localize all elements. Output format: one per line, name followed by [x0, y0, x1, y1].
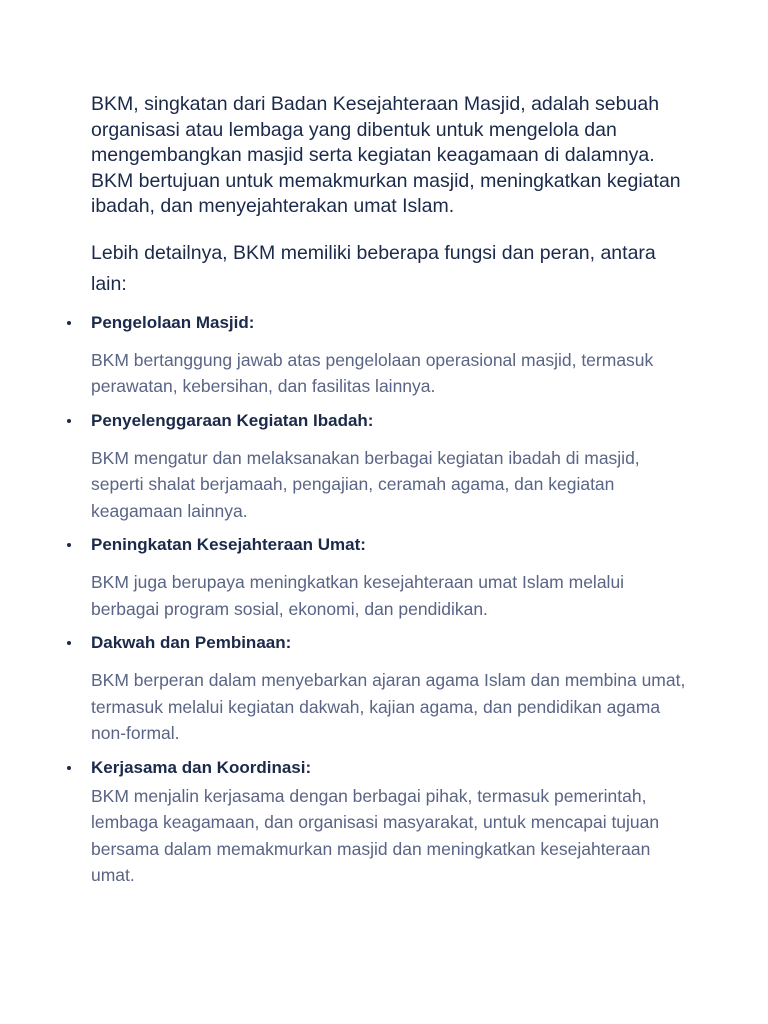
- item-title: Peningkatan Kesejahteraan Umat:: [91, 535, 366, 554]
- item-description: BKM mengatur dan melaksanakan berbagai kegiatan ibadah di masjid, seperti shalat berjamaah, pengajian, ceramah agama, dan kegiatan keagamaan lainnya.: [91, 447, 640, 521]
- function-list: [91, 312, 691, 889]
- bullet-icon: [67, 766, 71, 770]
- list-item: [91, 632, 691, 747]
- item-title: Dakwah dan Pembinaan:: [91, 633, 292, 652]
- item-title: Pengelolaan Masjid:: [91, 312, 255, 332]
- bullet-icon: [67, 543, 71, 547]
- bullet-icon: [67, 419, 71, 423]
- item-description: BKM berperan dalam menyebarkan ajaran agama Islam dan membina umat, termasuk melalui kegiatan dakwah, kajian agama, dan pendidikan agama non-formal.: [91, 670, 686, 743]
- item-description: BKM bertanggung jawab atas pengelolaan operasional masjid, termasuk perawatan, kebersihan, dan fasilitas lainnya.: [91, 349, 654, 396]
- item-title: Penyelenggaraan Kegiatan Ibadah:: [91, 410, 374, 430]
- item-title: Kerjasama dan Koordinasi:: [91, 757, 312, 777]
- list-item: [91, 312, 691, 400]
- list-item: [91, 757, 691, 889]
- lead-paragraph: Lebih detailnya, BKM memiliki beberapa fungsi dan peran, antara lain:: [91, 241, 656, 295]
- list-item: [91, 534, 691, 622]
- bullet-icon: [67, 641, 71, 645]
- document-page: [91, 92, 691, 889]
- list-item: [91, 410, 691, 525]
- item-description: BKM menjalin kerjasama dengan berbagai pihak, termasuk pemerintah, lembaga keagamaan, dan organisasi masyarakat, untuk mencapai tujuan bersama dalam memakmurkan masjid dan meningkatkan kesejahteraan umat.: [91, 785, 660, 885]
- intro-paragraph: BKM, singkatan dari Badan Kesejahteraan Masjid, adalah sebuah organisasi atau lembaga yang dibentuk untuk mengelola dan mengembangkan masjid serta kegiatan keagamaan di dalamnya. BKM bertujuan untuk memakmurkan masjid, meningkatkan kegiatan ibadah, dan menyejahterakan umat Islam.: [91, 93, 681, 217]
- bullet-icon: [67, 321, 71, 325]
- item-description: BKM juga berupaya meningkatkan kesejahteraan umat Islam melalui berbagai program sosial, ekonomi, dan pendidikan.: [91, 572, 625, 619]
